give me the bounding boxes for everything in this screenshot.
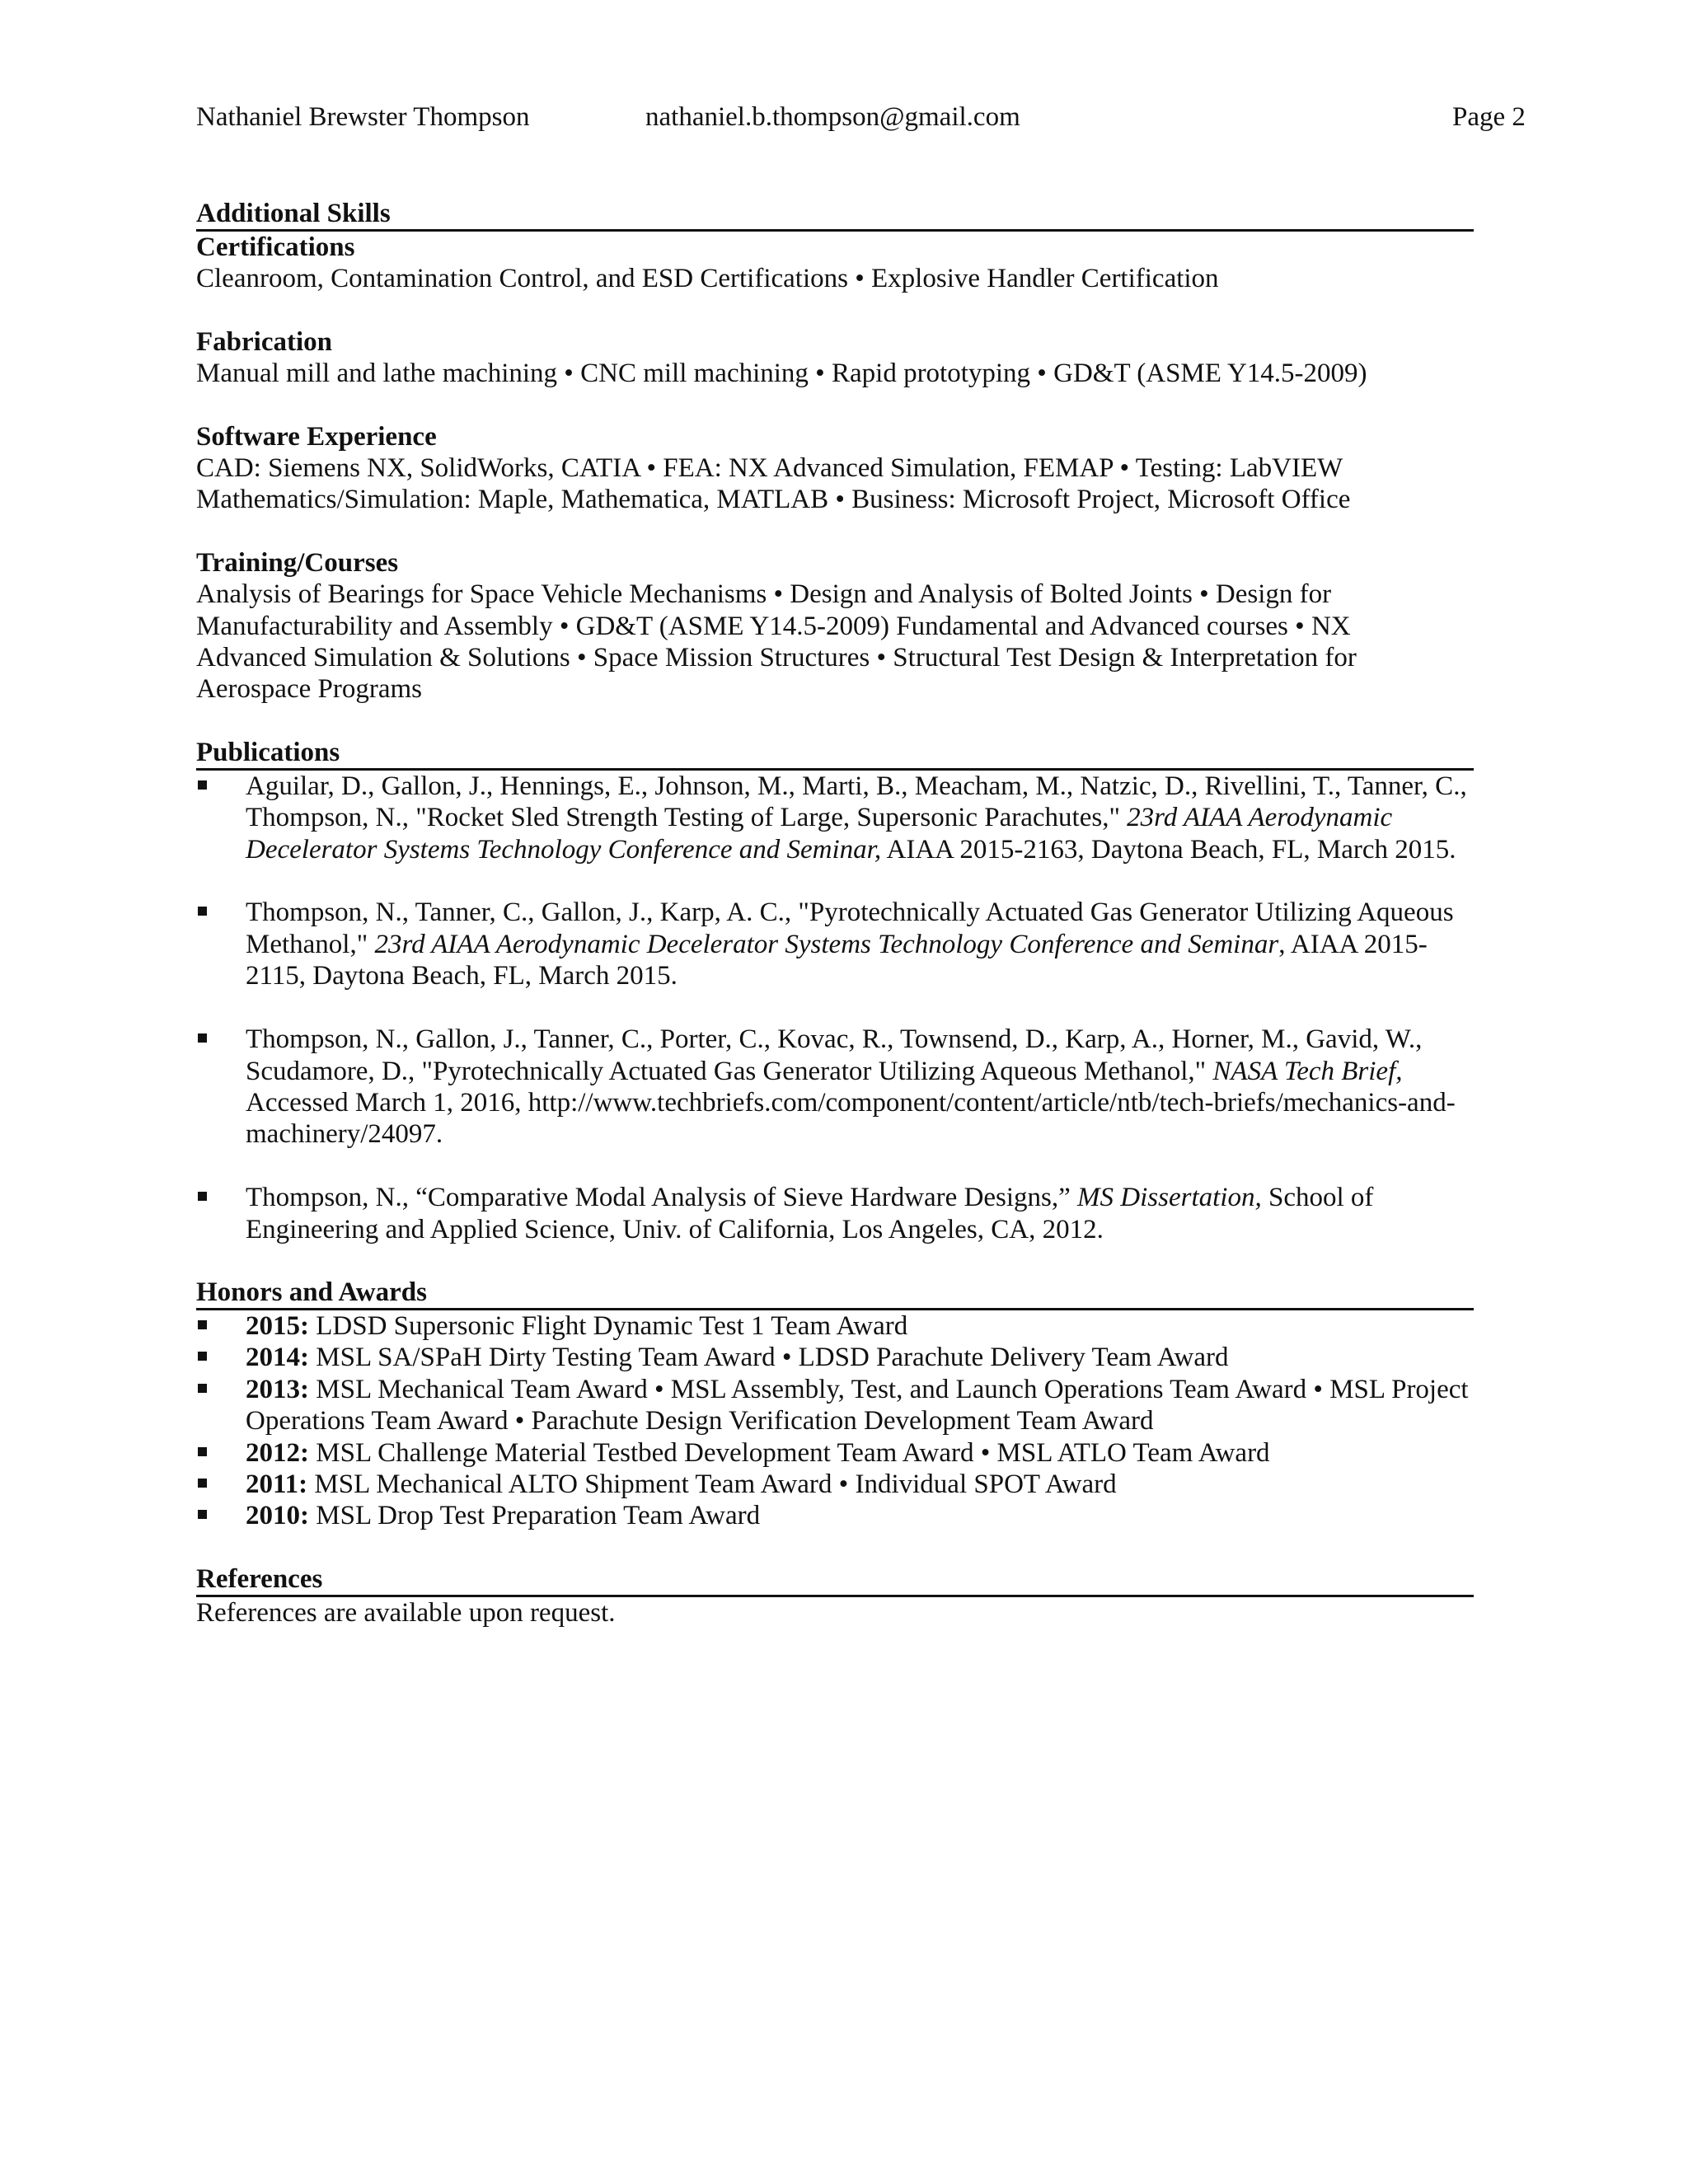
publication-venue: NASA Tech Brief, <box>1212 1056 1403 1086</box>
training-line: Manufacturability and Assembly • GD&T (ASME Y14.5-2009) Fundamental and Advanced courses • NX <box>196 611 1351 641</box>
square-bullet-icon <box>198 1510 207 1519</box>
header-email: nathaniel.b.thompson@gmail.com <box>645 102 1020 132</box>
publication-venue: 23rd AIAA Aerodynamic Decelerator Systems Technology Conference and Seminar, <box>246 803 1393 865</box>
award-item <box>196 1374 1474 1437</box>
square-bullet-icon <box>198 1320 207 1329</box>
subsection-title-software: Software Experience <box>196 421 437 452</box>
award-text: MSL SA/SPaH Dirty Testing Team Award • LDSD Parachute Delivery Team Award <box>309 1343 1229 1373</box>
award-text: MSL Drop Test Preparation Team Award <box>309 1501 761 1531</box>
award-text: LDSD Supersonic Flight Dynamic Test 1 Team Award <box>309 1310 908 1341</box>
publication-item <box>196 771 1474 865</box>
award-text: MSL Mechanical ALTO Shipment Team Award • Individual SPOT Award <box>307 1469 1117 1499</box>
publication-item <box>196 1182 1474 1245</box>
publication-item <box>196 897 1474 991</box>
spacer <box>196 705 1474 737</box>
award-text: MSL Challenge Material Testbed Development Team Award • MSL ATLO Team Award <box>309 1437 1270 1468</box>
section-title-publications: Publications <box>196 737 1474 771</box>
subsection-title-training: Training/Courses <box>196 547 399 578</box>
section-title-references: References <box>196 1563 1474 1597</box>
software-line: Mathematics/Simulation: Maple, Mathematica, MATLAB • Business: Microsoft Project, Microsoft Office <box>196 485 1351 515</box>
publication-authors-title: Aguilar, D., Gallon, J., Hennings, E., Johnson, M., Marti, B., Meacham, M., Natzic, D., Rivellini, T., Tanner, C., Thompson, N., "Rocket Sled Strength Testing of Large, Supersonic Parachutes," <box>246 771 1467 833</box>
square-bullet-icon <box>198 1447 207 1456</box>
spacer <box>196 295 1474 326</box>
subsection-title-certifications: Certifications <box>196 232 355 262</box>
header-name: Nathaniel Brewster Thompson <box>196 102 530 132</box>
award-item <box>196 1469 1474 1500</box>
award-year: 2013: <box>246 1374 309 1404</box>
award-item <box>196 1500 1474 1531</box>
training-line: Analysis of Bearings for Space Vehicle Mechanisms • Design and Analysis of Bolted Joints • Design for <box>196 579 1332 610</box>
publication-venue: MS Dissertation, <box>1077 1183 1262 1213</box>
square-bullet-icon <box>198 1384 207 1393</box>
training-line: Aerospace Programs <box>196 674 422 705</box>
publication-authors-title: Thompson, N., Gallon, J., Tanner, C., Porter, C., Kovac, R., Townsend, D., Karp, A., Horner, M., Gavid, W., Scudamore, D., "Pyrotechnically Actuated Gas Generator Utilizing Aqueous Methanol," <box>246 1024 1423 1086</box>
publication-venue: 23rd AIAA Aerodynamic Decelerator Systems Technology Conference and Seminar <box>374 929 1279 959</box>
publications-list <box>196 771 1474 1245</box>
award-year: 2010: <box>246 1501 309 1531</box>
award-item <box>196 1437 1474 1469</box>
spacer <box>196 390 1474 421</box>
spacer <box>196 516 1474 547</box>
resume-content <box>196 198 1474 1629</box>
square-bullet-icon <box>198 1479 207 1488</box>
references-text: References are available upon request. <box>196 1597 616 1628</box>
square-bullet-icon <box>198 780 207 790</box>
spacer <box>196 1532 1474 1563</box>
publication-details: Accessed March 1, 2016, http://www.techbriefs.com/component/content/article/ntb/tech-briefs/mechanics-and-machinery/24097. <box>246 1087 1456 1150</box>
publication-details: School of Engineering and Applied Science, Univ. of California, Los Angeles, CA, 2012. <box>246 1183 1374 1244</box>
publication-item <box>196 1024 1474 1151</box>
award-text: MSL Mechanical Team Award • MSL Assembly, Test, and Launch Operations Team Award • MSL Project Operations Team Award • Parachute Design Verification Development Team Award <box>246 1374 1469 1436</box>
publication-details: AIAA 2015-2163, Daytona Beach, FL, March 2015. <box>881 834 1456 865</box>
publication-details: , AIAA 2015-2115, Daytona Beach, FL, March 2015. <box>246 929 1428 991</box>
spacer <box>196 1245 1474 1277</box>
subsection-title-fabrication: Fabrication <box>196 326 332 357</box>
fabrication-text: Manual mill and lathe machining • CNC mill machining • Rapid prototyping • GD&T (ASME Y14.5-2009) <box>196 359 1367 389</box>
training-line: Advanced Simulation & Solutions • Space Mission Structures • Structural Test Design & Interpretation for <box>196 643 1357 673</box>
award-item <box>196 1342 1474 1373</box>
square-bullet-icon <box>198 1352 207 1361</box>
awards-list <box>196 1310 1474 1532</box>
square-bullet-icon <box>198 1192 207 1201</box>
section-title-additional-skills: Additional Skills <box>196 198 1474 232</box>
certifications-text: Cleanroom, Contamination Control, and ESD Certifications • Explosive Handler Certification <box>196 264 1219 294</box>
square-bullet-icon <box>198 907 207 916</box>
award-year: 2011: <box>246 1469 308 1499</box>
software-line: CAD: Siemens NX, SolidWorks, CATIA • FEA: NX Advanced Simulation, FEMAP • Testing: LabVIEW <box>196 453 1343 484</box>
award-year: 2014: <box>246 1343 309 1373</box>
award-item <box>196 1310 1474 1342</box>
section-title-honors-awards: Honors and Awards <box>196 1277 1474 1310</box>
publication-authors-title: Thompson, N., Tanner, C., Gallon, J., Karp, A. C., "Pyrotechnically Actuated Gas Generator Utilizing Aqueous Methanol," <box>246 898 1454 959</box>
header-page-number: Page 2 <box>1452 102 1526 132</box>
square-bullet-icon <box>198 1033 207 1043</box>
publication-authors-title: Thompson, N., “Comparative Modal Analysis of Sieve Hardware Designs,” <box>246 1183 1078 1213</box>
award-year: 2015: <box>246 1310 309 1341</box>
award-year: 2012: <box>246 1437 309 1468</box>
